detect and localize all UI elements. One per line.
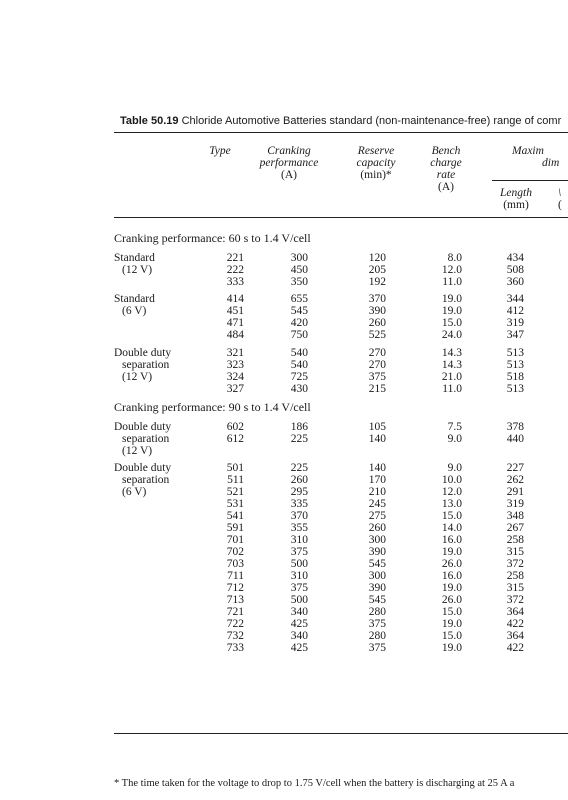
cell-reserve: 545 <box>368 593 386 606</box>
cell-bench: 21.0 <box>441 370 462 383</box>
table-caption-text: Chloride Automotive Batteries standard (non-maintenance-free) range of comr <box>181 115 562 127</box>
cell-cranking: 750 <box>290 329 308 342</box>
cell-bench: 26.0 <box>441 593 462 606</box>
cell-type: 701 <box>226 534 244 546</box>
cell-reserve: 105 <box>368 420 386 433</box>
cell-bench: 19.0 <box>441 305 462 318</box>
header-width-fragment: \ ( <box>558 187 562 211</box>
cell-reserve: 390 <box>368 305 386 318</box>
cell-bench: 11.0 <box>442 275 462 288</box>
cell-reserve: 260 <box>368 317 386 330</box>
cell-cranking: 500 <box>290 557 308 570</box>
cell-length: 258 <box>506 569 524 582</box>
cell-reserve: 300 <box>368 534 386 546</box>
table-caption-label: Table 50.19 <box>120 115 179 127</box>
cell-bench: 9.0 <box>447 432 462 445</box>
cell-type: 323 <box>226 358 244 371</box>
cell-bench: 9.0 <box>447 462 462 475</box>
cell-type: 451 <box>226 305 244 318</box>
cell-type: 327 <box>226 382 244 395</box>
cell-cranking: 375 <box>290 545 308 558</box>
cell-reserve: 370 <box>368 293 386 306</box>
cell-bench: 19.0 <box>441 545 462 558</box>
cell-type: 712 <box>226 581 244 594</box>
cell-reserve: 390 <box>368 545 386 558</box>
cell-type: 732 <box>226 629 244 642</box>
cell-reserve: 375 <box>368 641 386 654</box>
cell-cranking: 420 <box>290 317 308 330</box>
cell-reserve: 375 <box>368 617 386 630</box>
cell-type: 521 <box>226 486 244 499</box>
cell-type: 333 <box>226 275 244 288</box>
cell-bench: 14.3 <box>441 358 462 371</box>
cell-reserve: 210 <box>368 486 386 499</box>
cell-type: 484 <box>226 329 244 342</box>
cell-reserve: 270 <box>368 346 386 359</box>
cell-bench: 15.0 <box>441 317 462 330</box>
cell-reserve: 545 <box>368 557 386 570</box>
cell-length: 513 <box>506 346 524 359</box>
section-title: Cranking performance: 60 s to 1.4 V/cell <box>114 231 311 245</box>
cell-type: 591 <box>226 522 244 535</box>
cell-cranking: 350 <box>290 275 308 288</box>
cell-reserve: 280 <box>368 605 386 618</box>
cell-cranking: 225 <box>290 462 308 475</box>
cell-length: 348 <box>506 510 524 523</box>
cell-reserve: 375 <box>368 370 386 383</box>
cell-length: 513 <box>506 382 524 395</box>
header-length: Length (mm) <box>500 187 532 211</box>
cell-reserve: 140 <box>368 432 386 445</box>
cell-reserve: 120 <box>368 252 386 264</box>
cell-type: 471 <box>226 317 244 330</box>
cell-bench: 13.0 <box>441 498 462 511</box>
cell-cranking: 295 <box>290 486 308 499</box>
cell-length: 508 <box>506 263 524 276</box>
cell-type: 722 <box>226 617 244 630</box>
group-label: separation <box>122 358 170 371</box>
cell-reserve: 300 <box>368 569 386 582</box>
dimension-subrule <box>492 180 568 181</box>
cell-length: 227 <box>506 462 524 475</box>
cell-type: 541 <box>226 510 244 523</box>
cell-type: 511 <box>227 474 244 487</box>
cell-length: 372 <box>506 593 524 606</box>
cell-length: 319 <box>506 498 524 511</box>
cell-reserve: 170 <box>368 474 386 487</box>
cell-bench: 10.0 <box>441 474 462 487</box>
cell-reserve: 245 <box>368 498 386 511</box>
cell-bench: 16.0 <box>441 534 462 546</box>
cell-bench: 19.0 <box>441 617 462 630</box>
cell-type: 612 <box>226 432 244 445</box>
cell-type: 733 <box>226 641 244 654</box>
cell-type: 221 <box>226 252 244 264</box>
group-label: Double duty <box>114 462 172 475</box>
cell-cranking: 450 <box>290 263 308 276</box>
cell-bench: 16.0 <box>441 569 462 582</box>
cell-length: 258 <box>506 534 524 546</box>
cell-bench: 12.0 <box>441 486 462 499</box>
cell-reserve: 205 <box>368 263 386 276</box>
group-label: separation <box>122 474 170 487</box>
cell-length: 267 <box>506 522 524 535</box>
cell-cranking: 355 <box>290 522 308 535</box>
cell-bench: 11.0 <box>442 382 462 395</box>
cell-type: 531 <box>226 498 244 511</box>
cell-bench: 15.0 <box>441 605 462 618</box>
group-label: (6 V) <box>122 305 147 318</box>
cell-cranking: 725 <box>290 370 308 383</box>
group-label: Standard <box>114 293 155 306</box>
cell-cranking: 430 <box>290 382 308 395</box>
cell-type: 414 <box>226 293 244 306</box>
cell-cranking: 340 <box>290 605 308 618</box>
cell-bench: 8.0 <box>447 252 462 264</box>
cell-length: 315 <box>506 581 524 594</box>
group-label: (12 V) <box>122 370 153 383</box>
cell-bench: 19.0 <box>441 641 462 654</box>
cell-length: 434 <box>506 252 524 264</box>
group-label: separation <box>122 432 170 445</box>
cell-cranking: 186 <box>290 420 308 433</box>
cell-type: 702 <box>226 545 244 558</box>
cell-cranking: 310 <box>290 569 308 582</box>
group-label: Double duty <box>114 346 172 359</box>
cell-type: 321 <box>226 346 244 359</box>
cell-type: 721 <box>226 605 244 618</box>
cell-length: 347 <box>506 329 524 342</box>
cell-bench: 19.0 <box>441 293 462 306</box>
cell-length: 518 <box>506 370 524 383</box>
cell-bench: 26.0 <box>441 557 462 570</box>
cell-reserve: 525 <box>368 329 386 342</box>
cell-cranking: 540 <box>290 358 308 371</box>
cell-length: 412 <box>506 305 524 318</box>
cell-length: 344 <box>506 293 524 306</box>
cell-length: 315 <box>506 545 524 558</box>
cell-length: 262 <box>506 474 524 487</box>
cell-length: 422 <box>506 617 524 630</box>
cell-length: 372 <box>506 557 524 570</box>
cell-cranking: 545 <box>290 305 308 318</box>
cell-cranking: 370 <box>290 510 308 523</box>
cell-cranking: 425 <box>290 617 308 630</box>
table-top-rule <box>114 132 568 133</box>
cell-bench: 24.0 <box>441 329 462 342</box>
cell-length: 360 <box>506 275 524 288</box>
cell-bench: 12.0 <box>441 263 462 276</box>
cell-cranking: 540 <box>290 346 308 359</box>
cell-type: 602 <box>226 420 244 433</box>
cell-reserve: 270 <box>368 358 386 371</box>
cell-cranking: 340 <box>290 629 308 642</box>
cell-bench: 15.0 <box>441 510 462 523</box>
cell-length: 513 <box>506 358 524 371</box>
cell-cranking: 310 <box>290 534 308 546</box>
cell-reserve: 275 <box>368 510 386 523</box>
cell-reserve: 192 <box>368 275 386 288</box>
footnote: * The time taken for the voltage to drop to 1.75 V/cell when the battery is discharging at 25 A a <box>114 778 515 789</box>
group-label: (12 V) <box>122 444 153 457</box>
section-title: Cranking performance: 90 s to 1.4 V/cell <box>114 399 311 414</box>
header-maxim: Maxim dim <box>512 145 560 169</box>
group-label: (12 V) <box>122 263 153 276</box>
cell-type: 711 <box>227 569 244 582</box>
cell-reserve: 390 <box>368 581 386 594</box>
cell-cranking: 375 <box>290 581 308 594</box>
cell-cranking: 500 <box>290 593 308 606</box>
cell-type: 703 <box>226 557 244 570</box>
cell-bench: 14.0 <box>441 522 462 535</box>
cell-type: 222 <box>226 263 244 276</box>
header-reserve: Reserve capacity (min)* <box>356 145 396 181</box>
cell-length: 364 <box>506 629 524 642</box>
table-bottom-rule <box>114 733 568 734</box>
cell-bench: 19.0 <box>441 581 462 594</box>
cell-cranking: 300 <box>290 252 308 264</box>
cell-cranking: 225 <box>290 432 308 445</box>
cell-length: 319 <box>506 317 524 330</box>
cell-reserve: 140 <box>368 462 386 475</box>
cell-cranking: 335 <box>290 498 308 511</box>
cell-length: 378 <box>506 420 524 433</box>
cell-length: 364 <box>506 605 524 618</box>
cell-reserve: 280 <box>368 629 386 642</box>
table-caption <box>120 115 561 127</box>
cell-reserve: 215 <box>368 382 386 395</box>
cell-cranking: 260 <box>290 474 308 487</box>
cell-length: 291 <box>506 486 524 499</box>
cell-type: 501 <box>226 462 244 475</box>
header-type: Type <box>209 145 231 157</box>
group-label: Double duty <box>114 420 172 433</box>
cell-cranking: 425 <box>290 641 308 654</box>
cell-bench: 14.3 <box>441 346 462 359</box>
cell-type: 713 <box>226 593 244 606</box>
group-label: (6 V) <box>122 486 147 499</box>
cell-cranking: 655 <box>290 293 308 306</box>
cell-bench: 7.5 <box>447 420 462 433</box>
cell-bench: 15.0 <box>441 629 462 642</box>
header-cranking: Cranking performance (A) <box>259 145 319 181</box>
cell-length: 440 <box>506 432 524 445</box>
header-bottom-rule <box>114 217 568 218</box>
cell-reserve: 260 <box>368 522 386 535</box>
cell-type: 324 <box>226 370 244 383</box>
cell-length: 422 <box>506 641 524 654</box>
header-bench: Bench charge rate (A) <box>430 145 462 193</box>
group-label: Standard <box>114 252 155 264</box>
